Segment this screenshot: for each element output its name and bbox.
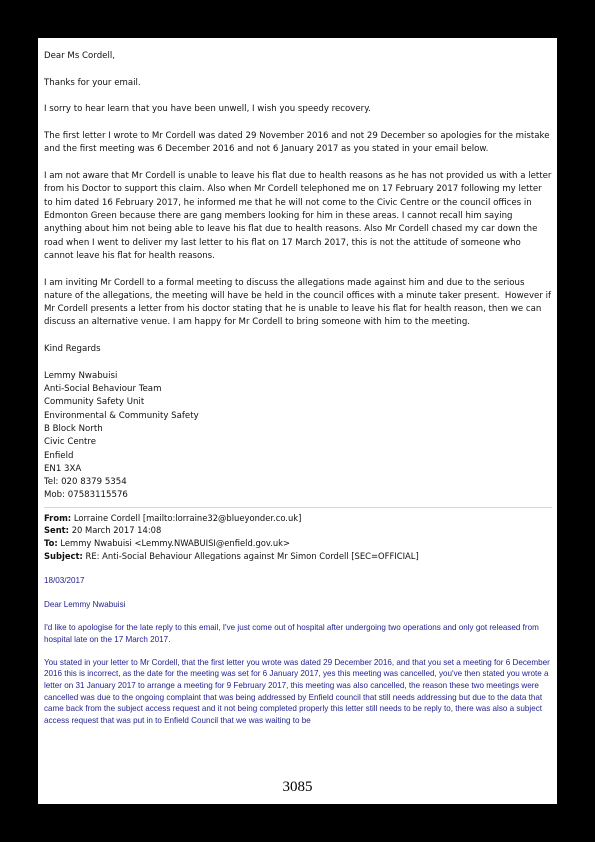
- email-to-label: To:: [44, 537, 58, 548]
- email-from-label: From:: [44, 512, 72, 523]
- reply-paragraph-2: You stated in your letter to Mr Cordell, that the first letter you wrote was dated 29 December 2016, and that you set a meeting for 6 December 2016 this is incorrect, as the date for the meeting was set for 6 January 2017, yes this meeting was cancelled, you've then stated you wrote a letter on 31 January 2017 to arrange a meeting for 9 February 2017, this meeting was also cancelled, the reason these two meetings were cancelled was due to the ongoing complaint that was being addressed by Enfield council that still needs addressing but due to the data that came back from the subject access request and it not being completed properly this letter still needs to be reply to, there was also a subject access request that was put in to Enfield Council that we was waiting to be: [44, 657, 553, 725]
- email-sent-value: 20 March 2017 14:08: [69, 525, 162, 536]
- signature-name: Lemmy Nwabuisi: [44, 370, 118, 381]
- reply-salutation: Dear Lemmy Nwabuisi: [44, 599, 126, 609]
- signature-block: [44, 370, 552, 503]
- letter-thanks: Thanks for your email.: [44, 77, 141, 88]
- signature-team: Anti-Social Behaviour Team: [44, 384, 162, 395]
- email-subject-label: Subject:: [44, 550, 83, 561]
- email-header: [44, 512, 552, 562]
- letter-paragraph-2: The first letter I wrote to Mr Cordell was dated 29 November 2016 and not 29 December so apologies for the mistake and the first meeting was 6 December 2016 and not 6 January 2017 as you stated in your email below.: [44, 131, 553, 155]
- email-subject-value: RE: Anti-Social Behaviour Allegations against Mr Simon Cordell [SEC=OFFICIAL]: [82, 550, 419, 561]
- email-from-value: Lorraine Cordell [mailto:lorraine32@blueyonder.co.uk]: [71, 512, 302, 523]
- document-page: [38, 38, 557, 804]
- email-separator: [44, 507, 552, 508]
- page-number: 3085: [282, 779, 313, 795]
- letter-paragraph-3: I am not aware that Mr Cordell is unable to leave his flat due to health reasons as he has not provided us with a letter from his Doctor to support this claim. Also when Mr Cordell telephoned me on 17 February 2017 following my letter to him dated 16 February 2017, he informed me that he will not come to the Civic Centre or the council offices in Edmonton Green because there are gang members looking for him in these areas. I cannot recall him saying anything about him not being able to leave his flat due to health reasons. Also Mr Cordell chased my car down the road when I went to deliver my last letter to his flat on 17 March 2017, this is not the attitude of someone who cannot leave his flat for health reasons.: [44, 171, 555, 261]
- email-sent: [44, 524, 552, 537]
- signature-address-line-1: B Block North: [44, 423, 103, 434]
- signature-address-line-2: Civic Centre: [44, 437, 97, 448]
- email-subject: [44, 550, 552, 563]
- letter-salutation: Dear Ms Cordell,: [44, 51, 115, 61]
- reply-paragraph-1: I'd like to apologise for the late reply to this email, I've just come out of hospital after undergoing two operations and only got released from hospital late on the 17 March 2017.: [44, 622, 542, 644]
- letter-closing: Kind Regards: [44, 344, 101, 355]
- signature-unit: Community Safety Unit: [44, 397, 145, 408]
- letter-paragraph-4: I am inviting Mr Cordell to a formal meeting to discuss the allegations made against him and due to the serious nature of the allegations, the meeting will have be held in the council offices with a minute taker present. However if Mr Cordell presents a letter from his doctor stating that he is unable to leave his flat for health reason, then we can discuss an alternative venue. I am happy for Mr Cordell to bring someone with him to the meeting.: [44, 277, 554, 328]
- email-from: [44, 512, 552, 525]
- email-sent-label: Sent:: [44, 525, 70, 536]
- signature-address-line-3: Enfield: [44, 450, 74, 461]
- signature-telephone: Tel: 020 8379 5354: [44, 477, 127, 488]
- signature-department: Environmental & Community Safety: [44, 410, 199, 421]
- email-to: [44, 537, 552, 550]
- letter-paragraph-1: I sorry to hear learn that you have been unwell, I wish you speedy recovery.: [44, 104, 371, 115]
- letter-content: [44, 50, 555, 738]
- signature-postcode: EN1 3XA: [44, 463, 82, 474]
- email-to-value: Lemmy Nwabuisi <Lemmy.NWABUISI@enfield.gov.uk>: [57, 537, 291, 548]
- signature-mobile: Mob: 07583115576: [44, 490, 128, 501]
- reply-date: 18/03/2017: [44, 576, 85, 586]
